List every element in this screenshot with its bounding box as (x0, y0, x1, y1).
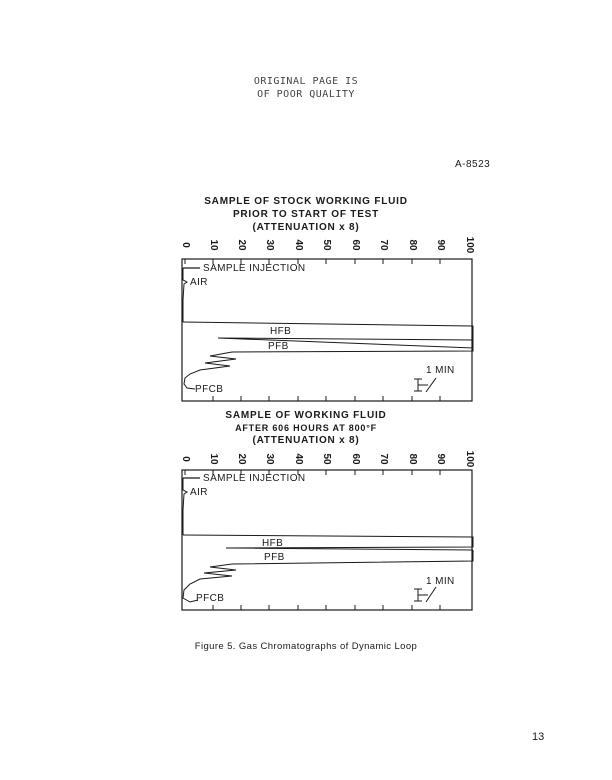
chart1-tick: 70 (378, 239, 389, 251)
chart2-tick: 30 (264, 453, 275, 465)
chart2-tick: 40 (293, 453, 304, 465)
chart2-title-line3: (ATTENUATION x 8) (252, 435, 360, 446)
stamp-poor-quality: OF POOR QUALITY (257, 89, 355, 100)
chart1-label-hfb: HFB (270, 326, 292, 337)
chart1-tick: 10 (208, 239, 219, 251)
chart2-hfb-pfb-peaks (183, 535, 473, 564)
chart2-title-line1: SAMPLE OF WORKING FLUID (225, 410, 387, 421)
chart1-title-line1: SAMPLE OF STOCK WORKING FLUID (204, 196, 408, 207)
chart1-label-sample-injection: SAMPLE INJECTION (203, 263, 306, 274)
chart2-tick: 60 (350, 453, 361, 465)
chart1-tick: 30 (264, 239, 275, 251)
chart1-tick: 80 (407, 239, 418, 251)
chart1-label-pfcb: PFCB (195, 384, 224, 395)
chart1-title-line3: (ATTENUATION x 8) (252, 222, 360, 233)
chart2-time-marker (414, 587, 436, 602)
chart2-tick: 50 (321, 453, 332, 465)
figure-caption: Figure 5. Gas Chromatographs of Dynamic Loop (194, 641, 418, 652)
chart2-label-air: AIR (190, 487, 208, 498)
chart2-title-line2: AFTER 606 HOURS AT 800°F (235, 423, 377, 433)
chart1-tick: 60 (350, 239, 361, 251)
chart1-tick: 100 (464, 236, 475, 254)
chart2-tick: 100 (464, 450, 475, 468)
chart2-tick: 10 (208, 453, 219, 465)
chart2-label-pfcb: PFCB (196, 593, 225, 604)
chart2-tick: 70 (378, 453, 389, 465)
chart2-label-1-min: 1 MIN (426, 576, 455, 587)
chart2-tick: 80 (407, 453, 418, 465)
chart2-tick: 90 (435, 453, 446, 465)
chart2-label-pfb: PFB (264, 552, 285, 563)
chart2-air-peak (183, 478, 187, 535)
chart2-bottom-ticks (213, 605, 440, 610)
chart1-tick: 50 (321, 239, 332, 251)
chart2-tick: 0 (180, 456, 191, 462)
chart1-tick: 90 (435, 239, 446, 251)
chart2-frame (182, 470, 472, 610)
chart2-tick: 20 (236, 453, 247, 465)
chart1-tick: 20 (236, 239, 247, 251)
chart2-label-sample-injection: SAMPLE INJECTION (203, 473, 306, 484)
stamp-original-page: ORIGINAL PAGE IS (253, 76, 359, 87)
chart1-title-line2: PRIOR TO START OF TEST (232, 209, 380, 220)
chart2-label-hfb: HFB (262, 538, 284, 549)
chart1-label-air: AIR (190, 277, 208, 288)
chart1-label-pfb: PFB (268, 341, 289, 352)
page-number: 13 (532, 731, 545, 743)
chart1-label-1-min: 1 MIN (426, 365, 455, 376)
chart1-tick: 40 (293, 239, 304, 251)
document-number: A-8523 (455, 159, 491, 170)
chart1-tick: 0 (180, 242, 191, 248)
